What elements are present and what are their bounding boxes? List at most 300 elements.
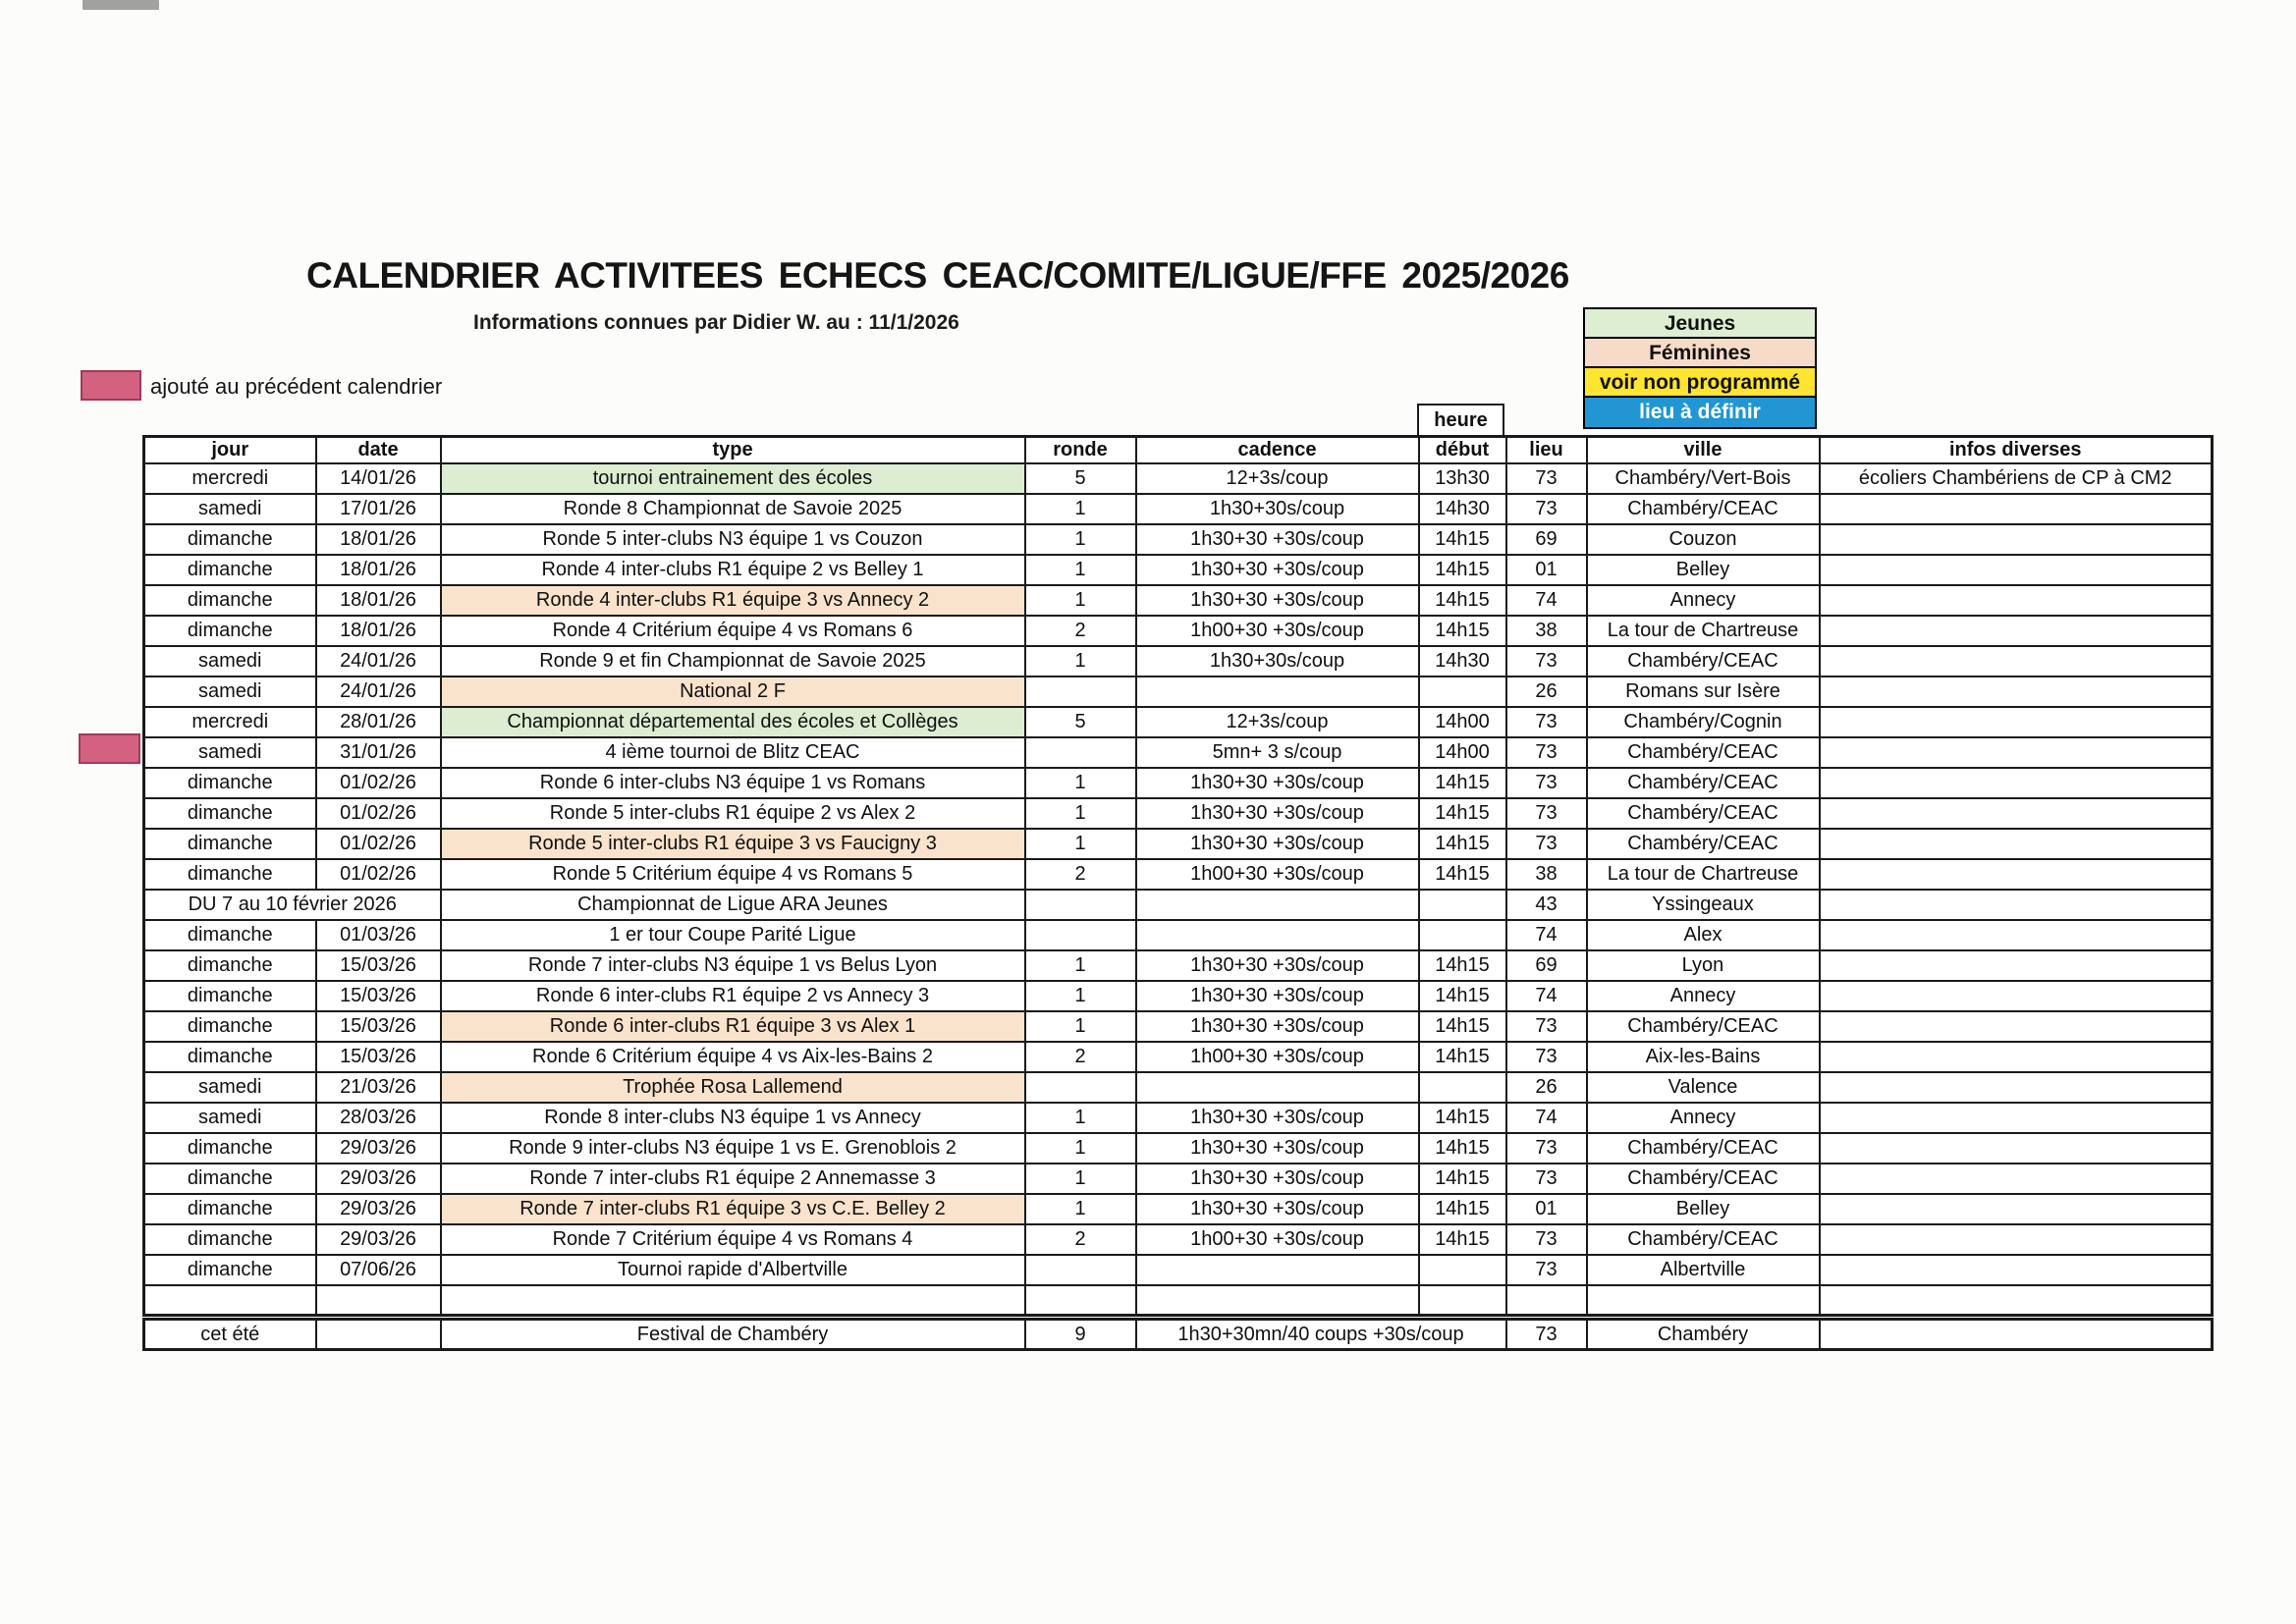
cell-cadence: 1h30+30 +30s/coup — [1136, 524, 1419, 555]
table-row — [144, 859, 2213, 890]
cell-type: Ronde 6 inter-clubs R1 équipe 2 vs Annecy 3 — [441, 981, 1025, 1011]
table-row — [144, 798, 2213, 829]
cell-heure: 14h15 — [1419, 950, 1506, 981]
legend-item: lieu à définir — [1585, 398, 1815, 427]
cell-infos — [1820, 585, 2213, 616]
cell-ronde: 1 — [1025, 555, 1136, 585]
table-row — [144, 950, 2213, 981]
cell-jour: dimanche — [144, 768, 316, 798]
cell-heure: 14h15 — [1419, 981, 1506, 1011]
table-row — [144, 920, 2213, 950]
cell-ville: Chambéry — [1587, 1320, 1820, 1350]
cell-cadence: 1h30+30 +30s/coup — [1136, 1133, 1419, 1164]
cell-type: Ronde 7 inter-clubs N3 équipe 1 vs Belus Lyon — [441, 950, 1025, 981]
cell-ville: Belley — [1587, 555, 1820, 585]
cell-date — [316, 1320, 441, 1350]
page-title: CALENDRIER ACTIVITEES ECHECS CEAC/COMITE/LIGUE/FFE 2025/2026 — [306, 255, 1569, 296]
cell-date: 29/03/26 — [316, 1194, 441, 1224]
cell-cadence: 12+3s/coup — [1136, 707, 1419, 737]
cell-ronde: 2 — [1025, 1042, 1136, 1072]
cell-ronde: 1 — [1025, 585, 1136, 616]
cell-ronde: 1 — [1025, 494, 1136, 524]
cell-lieu: 74 — [1506, 920, 1587, 950]
cell-date: 15/03/26 — [316, 981, 441, 1011]
cell-type: Championnat de Ligue ARA Jeunes — [441, 890, 1025, 920]
cell-lieu: 73 — [1506, 798, 1587, 829]
cell-infos — [1820, 768, 2213, 798]
cell-ronde: 1 — [1025, 1011, 1136, 1042]
cell-type: Championnat départemental des écoles et Collèges — [441, 707, 1025, 737]
cell-type: Ronde 8 inter-clubs N3 équipe 1 vs Annecy — [441, 1103, 1025, 1133]
cell-cadence: 5mn+ 3 s/coup — [1136, 737, 1419, 768]
cell-ville: Chambéry/Vert-Bois — [1587, 463, 1820, 494]
cell-jour: dimanche — [144, 950, 316, 981]
legend — [1583, 307, 1817, 429]
cell-jour: dimanche — [144, 524, 316, 555]
cell-lieu: 69 — [1506, 524, 1587, 555]
cell-ronde: 1 — [1025, 768, 1136, 798]
cell-lieu: 73 — [1506, 1164, 1587, 1194]
cell-jour: samedi — [144, 1072, 316, 1103]
table-row — [144, 494, 2213, 524]
cell-ville: Chambéry/CEAC — [1587, 494, 1820, 524]
cell-heure: 14h15 — [1419, 1011, 1506, 1042]
cell-heure: 14h15 — [1419, 524, 1506, 555]
cell-infos — [1820, 798, 2213, 829]
page-subtitle: Informations connues par Didier W. au : 11/1/2026 — [473, 311, 959, 334]
cell-date: 01/02/26 — [316, 798, 441, 829]
cell-jour: dimanche — [144, 859, 316, 890]
cell-type: Ronde 8 Championnat de Savoie 2025 — [441, 494, 1025, 524]
cell-heure: 14h15 — [1419, 1133, 1506, 1164]
header-lieu: lieu — [1506, 437, 1587, 463]
cell-ronde: 9 — [1025, 1320, 1136, 1350]
cell-heure: 14h15 — [1419, 1194, 1506, 1224]
cell-lieu: 74 — [1506, 981, 1587, 1011]
cell-type: Ronde 4 inter-clubs R1 équipe 3 vs Annecy 2 — [441, 585, 1025, 616]
cell-date: 24/01/26 — [316, 646, 441, 677]
cell-cadence: 12+3s/coup — [1136, 463, 1419, 494]
cell-lieu: 73 — [1506, 1320, 1587, 1350]
cell-infos — [1820, 646, 2213, 677]
cell-date: 18/01/26 — [316, 555, 441, 585]
cell-type: Ronde 5 Critérium équipe 4 vs Romans 5 — [441, 859, 1025, 890]
cell-ville: Chambéry/CEAC — [1587, 646, 1820, 677]
cell-jour: samedi — [144, 646, 316, 677]
cell-jour: samedi — [144, 494, 316, 524]
cell-infos — [1820, 677, 2213, 707]
cell-infos — [1820, 524, 2213, 555]
table-row — [144, 1285, 2213, 1316]
cell-lieu: 73 — [1506, 1011, 1587, 1042]
table-row — [144, 1320, 2213, 1350]
cell-cadence — [1136, 1255, 1419, 1285]
cell-lieu: 69 — [1506, 950, 1587, 981]
cell-cadence: 1h30+30 +30s/coup — [1136, 585, 1419, 616]
cell-type: Trophée Rosa Lallemend — [441, 1072, 1025, 1103]
cell-jour: dimanche — [144, 1255, 316, 1285]
table-row — [144, 829, 2213, 859]
cell-heure — [1419, 920, 1506, 950]
cell-ronde: 1 — [1025, 1164, 1136, 1194]
cell-date: 29/03/26 — [316, 1133, 441, 1164]
cell-ville: Chambéry/CEAC — [1587, 798, 1820, 829]
cell-infos — [1820, 1194, 2213, 1224]
cell-lieu — [1506, 1285, 1587, 1316]
table-row — [144, 1011, 2213, 1042]
cell-lieu: 01 — [1506, 1194, 1587, 1224]
cell-date: 18/01/26 — [316, 616, 441, 646]
cell-ville: La tour de Chartreuse — [1587, 616, 1820, 646]
cell-cadence — [1136, 677, 1419, 707]
cell-date: 29/03/26 — [316, 1224, 441, 1255]
cell-date: 18/01/26 — [316, 524, 441, 555]
header-ronde: ronde — [1025, 437, 1136, 463]
cell-jour: dimanche — [144, 1011, 316, 1042]
cell-cadence: 1h00+30 +30s/coup — [1136, 616, 1419, 646]
cell-infos — [1820, 1285, 2213, 1316]
cell-jour: mercredi — [144, 707, 316, 737]
table-header-row — [144, 437, 2213, 463]
cell-infos — [1820, 494, 2213, 524]
cell-infos — [1820, 890, 2213, 920]
legend-item: Féminines — [1585, 339, 1815, 368]
cell-ville: Couzon — [1587, 524, 1820, 555]
table-row — [144, 737, 2213, 768]
cell-date: 15/03/26 — [316, 1042, 441, 1072]
cell-ronde — [1025, 737, 1136, 768]
cell-ronde: 5 — [1025, 707, 1136, 737]
cell-ville: Alex — [1587, 920, 1820, 950]
cell-ville: Chambéry/CEAC — [1587, 1164, 1820, 1194]
cell-ville: Chambéry/CEAC — [1587, 768, 1820, 798]
table-row — [144, 768, 2213, 798]
cell-cadence: 1h30+30 +30s/coup — [1136, 981, 1419, 1011]
cell-ronde — [1025, 677, 1136, 707]
cell-infos — [1820, 1072, 2213, 1103]
cell-cadence — [1136, 890, 1419, 920]
cell-infos — [1820, 859, 2213, 890]
cell-jour: dimanche — [144, 1194, 316, 1224]
cell-ronde: 1 — [1025, 981, 1136, 1011]
cell-lieu: 26 — [1506, 1072, 1587, 1103]
cell-date: 01/02/26 — [316, 768, 441, 798]
cell-infos — [1820, 981, 2213, 1011]
cell-type: Ronde 4 inter-clubs R1 équipe 2 vs Belley 1 — [441, 555, 1025, 585]
cell-ville: Valence — [1587, 1072, 1820, 1103]
cell-type: Ronde 7 inter-clubs R1 équipe 3 vs C.E. Belley 2 — [441, 1194, 1025, 1224]
legend-item: voir non programmé — [1585, 368, 1815, 398]
cell-ville — [1587, 1285, 1820, 1316]
table-row — [144, 1042, 2213, 1072]
table-row — [144, 585, 2213, 616]
cell-date: 15/03/26 — [316, 950, 441, 981]
cell-jour: dimanche — [144, 555, 316, 585]
cell-type: Ronde 6 Critérium équipe 4 vs Aix-les-Bains 2 — [441, 1042, 1025, 1072]
cell-ronde — [1025, 890, 1136, 920]
cell-heure: 14h15 — [1419, 768, 1506, 798]
cell-ronde: 2 — [1025, 1224, 1136, 1255]
table-row — [144, 1133, 2213, 1164]
cell-ville: Annecy — [1587, 585, 1820, 616]
table-row — [144, 1224, 2213, 1255]
cell-jour: dimanche — [144, 1042, 316, 1072]
summer-table — [142, 1318, 2214, 1351]
cell-infos — [1820, 1320, 2213, 1350]
cell-infos — [1820, 1164, 2213, 1194]
cell-date: 01/02/26 — [316, 829, 441, 859]
table-row — [144, 1194, 2213, 1224]
cell-heure: 14h15 — [1419, 829, 1506, 859]
cell-type: National 2 F — [441, 677, 1025, 707]
cell-jour: cet été — [144, 1320, 316, 1350]
table-row — [144, 1103, 2213, 1133]
cell-ronde — [1025, 920, 1136, 950]
cell-infos — [1820, 950, 2213, 981]
calendar-table-body — [144, 463, 2213, 1316]
cell-type: tournoi entrainement des écoles — [441, 463, 1025, 494]
table-row — [144, 1072, 2213, 1103]
cell-jour: samedi — [144, 677, 316, 707]
cell-ville: Chambéry/CEAC — [1587, 737, 1820, 768]
added-note-color-swatch — [81, 370, 141, 401]
cell-ronde: 1 — [1025, 829, 1136, 859]
cell-ronde: 1 — [1025, 1194, 1136, 1224]
cell-date: 01/03/26 — [316, 920, 441, 950]
cell-infos — [1820, 1011, 2213, 1042]
table-row — [144, 646, 2213, 677]
cell-ville: Albertville — [1587, 1255, 1820, 1285]
cell-ville: Chambéry/CEAC — [1587, 1133, 1820, 1164]
heure-header-box: heure — [1417, 404, 1504, 437]
header-infos: infos diverses — [1820, 437, 2213, 463]
cell-ville: Chambéry/CEAC — [1587, 829, 1820, 859]
cell-heure — [1419, 1255, 1506, 1285]
cell-cadence: 1h30+30 +30s/coup — [1136, 1164, 1419, 1194]
cell-heure — [1419, 1072, 1506, 1103]
cell-lieu: 73 — [1506, 1042, 1587, 1072]
cell-jour: mercredi — [144, 463, 316, 494]
cell-ronde: 1 — [1025, 646, 1136, 677]
cell-ville: Chambéry/CEAC — [1587, 1011, 1820, 1042]
table-row — [144, 555, 2213, 585]
cell-lieu: 73 — [1506, 737, 1587, 768]
cell-heure: 14h15 — [1419, 555, 1506, 585]
scan-artifact — [82, 0, 159, 10]
cell-cadence: 1h00+30 +30s/coup — [1136, 1042, 1419, 1072]
cell-lieu: 38 — [1506, 859, 1587, 890]
cell-ronde: 1 — [1025, 1103, 1136, 1133]
cell-infos: écoliers Chambériens de CP à CM2 — [1820, 463, 2213, 494]
cell-heure: 14h15 — [1419, 1042, 1506, 1072]
cell-infos — [1820, 616, 2213, 646]
cell-jour: dimanche — [144, 920, 316, 950]
cell-type: Ronde 5 inter-clubs N3 équipe 1 vs Couzon — [441, 524, 1025, 555]
table-row — [144, 707, 2213, 737]
header-type: type — [441, 437, 1025, 463]
cell-date: 17/01/26 — [316, 494, 441, 524]
cell-heure: 14h00 — [1419, 737, 1506, 768]
cell-cadence: 1h30+30 +30s/coup — [1136, 829, 1419, 859]
cell-cadence: 1h00+30 +30s/coup — [1136, 859, 1419, 890]
cell-jour: dimanche — [144, 616, 316, 646]
cell-infos — [1820, 1224, 2213, 1255]
header-heure-debut: début — [1419, 437, 1506, 463]
added-row-marker — [79, 733, 140, 764]
cell-lieu: 43 — [1506, 890, 1587, 920]
cell-cadence — [1136, 920, 1419, 950]
cell-type: Ronde 7 Critérium équipe 4 vs Romans 4 — [441, 1224, 1025, 1255]
cell-ville: Chambéry/Cognin — [1587, 707, 1820, 737]
header-ville: ville — [1587, 437, 1820, 463]
cell-cadence: 1h30+30 +30s/coup — [1136, 1011, 1419, 1042]
cell-heure — [1419, 677, 1506, 707]
cell-heure: 14h15 — [1419, 616, 1506, 646]
cell-ronde: 1 — [1025, 798, 1136, 829]
cell-heure — [1419, 1285, 1506, 1316]
header-jour: jour — [144, 437, 316, 463]
cell-infos — [1820, 737, 2213, 768]
cell-lieu: 73 — [1506, 707, 1587, 737]
cell-ronde: 2 — [1025, 616, 1136, 646]
cell-cadence: 1h30+30mn/40 coups +30s/coup — [1136, 1320, 1506, 1350]
table-row — [144, 524, 2213, 555]
cell-date: 14/01/26 — [316, 463, 441, 494]
cell-type: Ronde 4 Critérium équipe 4 vs Romans 6 — [441, 616, 1025, 646]
cell-lieu: 73 — [1506, 1133, 1587, 1164]
cell-cadence: 1h30+30s/coup — [1136, 646, 1419, 677]
cell-heure: 14h30 — [1419, 646, 1506, 677]
cell-cadence: 1h30+30 +30s/coup — [1136, 1194, 1419, 1224]
cell-type: Ronde 5 inter-clubs R1 équipe 3 vs Faucigny 3 — [441, 829, 1025, 859]
legend-item: Jeunes — [1585, 309, 1815, 339]
cell-type: Ronde 9 inter-clubs N3 équipe 1 vs E. Grenoblois 2 — [441, 1133, 1025, 1164]
cell-infos — [1820, 1042, 2213, 1072]
cell-heure: 13h30 — [1419, 463, 1506, 494]
cell-cadence: 1h30+30 +30s/coup — [1136, 950, 1419, 981]
cell-date: 29/03/26 — [316, 1164, 441, 1194]
cell-lieu: 73 — [1506, 1224, 1587, 1255]
cell-type — [441, 1285, 1025, 1316]
cell-type: 1 er tour Coupe Parité Ligue — [441, 920, 1025, 950]
cell-date: 28/03/26 — [316, 1103, 441, 1133]
table-row — [144, 616, 2213, 646]
cell-cadence: 1h30+30 +30s/coup — [1136, 798, 1419, 829]
cell-ronde: 1 — [1025, 524, 1136, 555]
cell-infos — [1820, 1255, 2213, 1285]
cell-lieu: 73 — [1506, 463, 1587, 494]
cell-heure: 14h00 — [1419, 707, 1506, 737]
cell-lieu: 73 — [1506, 494, 1587, 524]
table-row — [144, 890, 2213, 920]
cell-lieu: 73 — [1506, 646, 1587, 677]
cell-date: 07/06/26 — [316, 1255, 441, 1285]
cell-jour — [144, 1285, 316, 1316]
cell-ville: Lyon — [1587, 950, 1820, 981]
cell-infos — [1820, 1133, 2213, 1164]
cell-heure: 14h15 — [1419, 1103, 1506, 1133]
cell-heure: 14h15 — [1419, 585, 1506, 616]
cell-type: Festival de Chambéry — [441, 1320, 1025, 1350]
table-row — [144, 1164, 2213, 1194]
cell-cadence: 1h00+30 +30s/coup — [1136, 1224, 1419, 1255]
cell-lieu: 74 — [1506, 585, 1587, 616]
header-cadence: cadence — [1136, 437, 1419, 463]
cell-ronde: 1 — [1025, 950, 1136, 981]
cell-cadence — [1136, 1072, 1419, 1103]
cell-ville: Chambéry/CEAC — [1587, 1224, 1820, 1255]
cell-date: 15/03/26 — [316, 1011, 441, 1042]
cell-jour: dimanche — [144, 1133, 316, 1164]
cell-heure: 14h15 — [1419, 1224, 1506, 1255]
cell-lieu: 01 — [1506, 555, 1587, 585]
cell-type: 4 ième tournoi de Blitz CEAC — [441, 737, 1025, 768]
cell-lieu: 73 — [1506, 1255, 1587, 1285]
table-row — [144, 463, 2213, 494]
cell-date: 01/02/26 — [316, 859, 441, 890]
cell-type: Ronde 6 inter-clubs R1 équipe 3 vs Alex 1 — [441, 1011, 1025, 1042]
cell-ville: Belley — [1587, 1194, 1820, 1224]
cell-jour: DU 7 au 10 février 2026 — [144, 890, 441, 920]
cell-cadence — [1136, 1285, 1419, 1316]
cell-date: 28/01/26 — [316, 707, 441, 737]
table-row — [144, 677, 2213, 707]
cell-jour: dimanche — [144, 585, 316, 616]
cell-heure: 14h15 — [1419, 1164, 1506, 1194]
cell-lieu: 73 — [1506, 768, 1587, 798]
cell-jour: samedi — [144, 1103, 316, 1133]
cell-cadence: 1h30+30s/coup — [1136, 494, 1419, 524]
cell-type: Tournoi rapide d'Albertville — [441, 1255, 1025, 1285]
cell-ronde: 5 — [1025, 463, 1136, 494]
cell-type: Ronde 5 inter-clubs R1 équipe 2 vs Alex 2 — [441, 798, 1025, 829]
cell-type: Ronde 9 et fin Championnat de Savoie 2025 — [441, 646, 1025, 677]
cell-cadence: 1h30+30 +30s/coup — [1136, 768, 1419, 798]
cell-ronde — [1025, 1255, 1136, 1285]
cell-heure: 14h15 — [1419, 859, 1506, 890]
cell-infos — [1820, 920, 2213, 950]
cell-infos — [1820, 829, 2213, 859]
summer-table-body — [144, 1320, 2213, 1350]
cell-heure: 14h15 — [1419, 798, 1506, 829]
cell-ville: Romans sur Isère — [1587, 677, 1820, 707]
cell-heure — [1419, 890, 1506, 920]
cell-ville: Annecy — [1587, 981, 1820, 1011]
cell-date: 31/01/26 — [316, 737, 441, 768]
cell-infos — [1820, 707, 2213, 737]
cell-ville: Annecy — [1587, 1103, 1820, 1133]
cell-ville: Yssingeaux — [1587, 890, 1820, 920]
cell-jour: dimanche — [144, 798, 316, 829]
cell-lieu: 73 — [1506, 829, 1587, 859]
table-row — [144, 1255, 2213, 1285]
cell-jour: dimanche — [144, 981, 316, 1011]
cell-infos — [1820, 555, 2213, 585]
cell-type: Ronde 6 inter-clubs N3 équipe 1 vs Romans — [441, 768, 1025, 798]
cell-date — [316, 1285, 441, 1316]
cell-date: 21/03/26 — [316, 1072, 441, 1103]
cell-type: Ronde 7 inter-clubs R1 équipe 2 Annemasse 3 — [441, 1164, 1025, 1194]
cell-ronde — [1025, 1072, 1136, 1103]
added-note-label: ajouté au précédent calendrier — [150, 374, 443, 399]
cell-ville: Aix-les-Bains — [1587, 1042, 1820, 1072]
cell-ronde: 1 — [1025, 1133, 1136, 1164]
cell-jour: dimanche — [144, 829, 316, 859]
cell-lieu: 38 — [1506, 616, 1587, 646]
cell-infos — [1820, 1103, 2213, 1133]
cell-cadence: 1h30+30 +30s/coup — [1136, 1103, 1419, 1133]
header-date: date — [316, 437, 441, 463]
